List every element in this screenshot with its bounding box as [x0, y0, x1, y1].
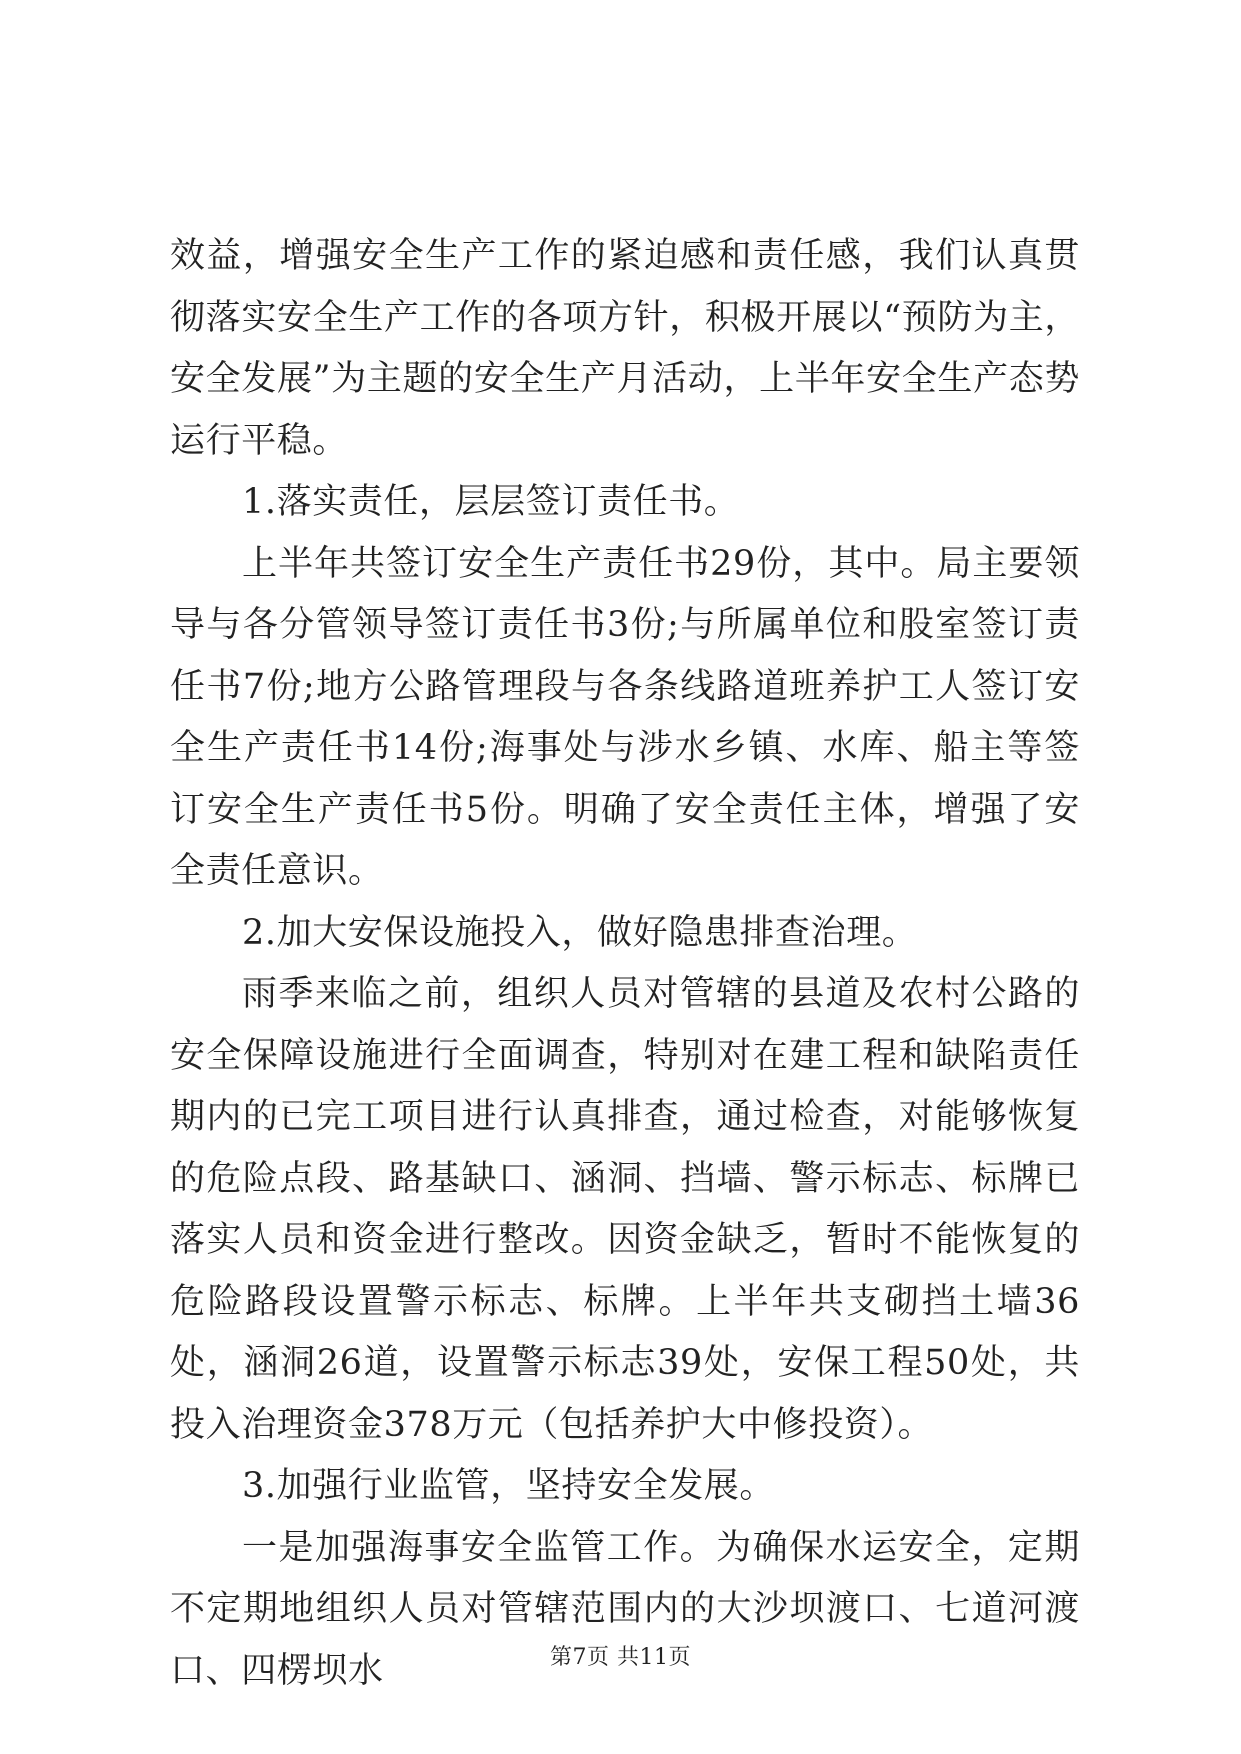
- paragraph-continuation: 效益，增强安全生产工作的紧迫感和责任感，我们认真贯彻落实安全生产工作的各项方针，积极开展以“预防为主，安全发展”为主题的安全生产月活动，上半年安全生产态势运行平稳。: [170, 236, 1080, 461]
- paragraph-safety-facilities: 雨季来临之前，组织人员对管辖的县道及农村公路的安全保障设施进行全面调查，特别对在建工程和缺陷责任期内的已完工项目进行认真排查，通过检查，对能够恢复的危险点段、路基缺口、涵洞、挡墙、警示标志、标牌已落实人员和资金进行整改。因资金缺乏，暂时不能恢复的危险路段设置警示标志、标牌。上半年共支砌挡土墙36处，涵洞26道，设置警示标志39处，安保工程50处，共投入治理资金378万元（包括养护大中修投资）。: [170, 974, 1080, 1445]
- document-body: [170, 226, 1080, 1702]
- section-heading-2: 2.加大安保设施投入，做好隐患排查治理。: [242, 912, 918, 953]
- paragraph-responsibility: 上半年共签订安全生产责任书29份，其中。局主要领导与各分管领导签订责任书3份;与所属单位和股室签订责任书7份;地方公路管理段与各条线路道班养护工人签订安全生产责任书14份;海事处与涉水乡镇、水库、船主等签订安全生产责任书5份。明确了安全责任主体，增强了安全责任意识。: [170, 543, 1080, 891]
- paragraph-maritime-supervision: 一是加强海事安全监管工作。为确保水运安全，定期不定期地组织人员对管辖范围内的大沙坝渡口、七道河渡口、四楞坝水: [170, 1527, 1080, 1691]
- section-heading-1: 1.落实责任，层层签订责任书。: [242, 482, 740, 522]
- page-footer: 第7页 共11页: [550, 1645, 691, 1670]
- section-heading-3: 3.加强行业监管，坚持安全发展。: [242, 1466, 775, 1506]
